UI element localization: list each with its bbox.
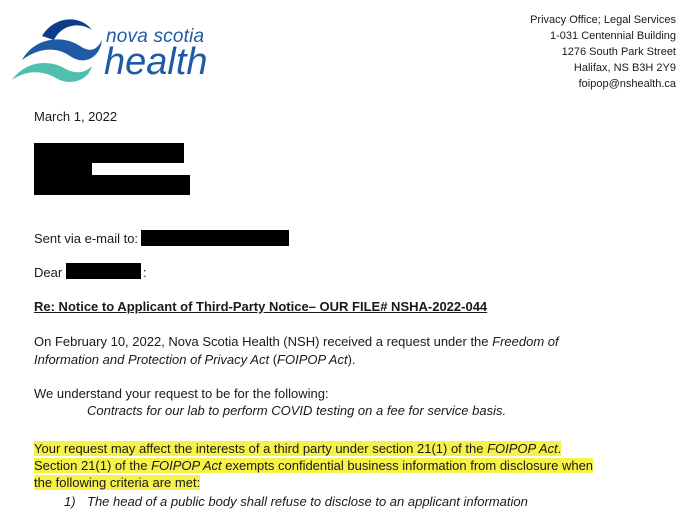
sender-address-block [530, 12, 676, 92]
criteria-item-text: The head of a public body shall refuse to disclose to an applicant information [87, 494, 528, 509]
dear-label: Dear [34, 265, 63, 280]
redacted-salutation-name [66, 263, 141, 279]
letter-date: March 1, 2022 [34, 109, 118, 124]
paragraph-understand-request: We understand your request to be for the following: [34, 386, 329, 401]
highlighted-text: exempts confidential business information from disclosure when [221, 458, 594, 473]
highlighted-text: Section 21(1) of the [34, 458, 152, 473]
sent-label: Sent via e-mail to: [34, 231, 139, 246]
para1-text: ). [347, 352, 356, 367]
address-line: Privacy Office; Legal Services [530, 14, 676, 26]
para1-text: ( [269, 352, 278, 367]
sent-via-email-line [34, 231, 138, 246]
highlighted-text: the following criteria are met: [34, 475, 201, 490]
highlighted-text: . [557, 441, 562, 456]
nova-scotia-health-logo [8, 6, 223, 90]
address-line: 1-031 Centennial Building [550, 30, 676, 42]
para1-text: On February 10, 2022, Nova Scotia Health (NSH) received a request under the [34, 334, 493, 349]
act-name: Freedom of Information and Protection of Privacy Act [34, 334, 559, 367]
act-abbrev: FOIPOP Act [487, 441, 558, 456]
address-email: foipop@nshealth.ca [578, 78, 676, 90]
act-abbrev: FOIPOP Act [151, 458, 222, 473]
address-line: 1276 South Park Street [561, 46, 676, 58]
redacted-recipient-name [34, 143, 184, 163]
address-line: Halifax, NS B3H 2Y9 [573, 62, 676, 74]
logo-text-health: health [104, 41, 208, 83]
redacted-recipient-block [34, 162, 92, 176]
redacted-email [141, 230, 289, 246]
logo-text-nova-scotia: nova scotia [106, 26, 205, 47]
salutation-colon: : [143, 265, 147, 280]
subject-line: Re: Notice to Applicant of Third-Party Notice– OUR FILE# NSHA-2022-044 [34, 299, 488, 314]
highlighted-text: Your request may affect the interests of a third party under section 21(1) of the [34, 441, 488, 456]
paragraph-request-received [34, 333, 594, 369]
wave-logo-icon [8, 6, 108, 90]
salutation-line [34, 265, 62, 280]
request-description: Contracts for our lab to perform COVID testing on a fee for service basis. [87, 403, 507, 418]
paragraph-third-party [34, 440, 594, 491]
redacted-recipient-address [34, 175, 190, 195]
act-abbrev: FOIPOP Act [277, 352, 348, 367]
criteria-item-number: 1) [64, 494, 76, 509]
